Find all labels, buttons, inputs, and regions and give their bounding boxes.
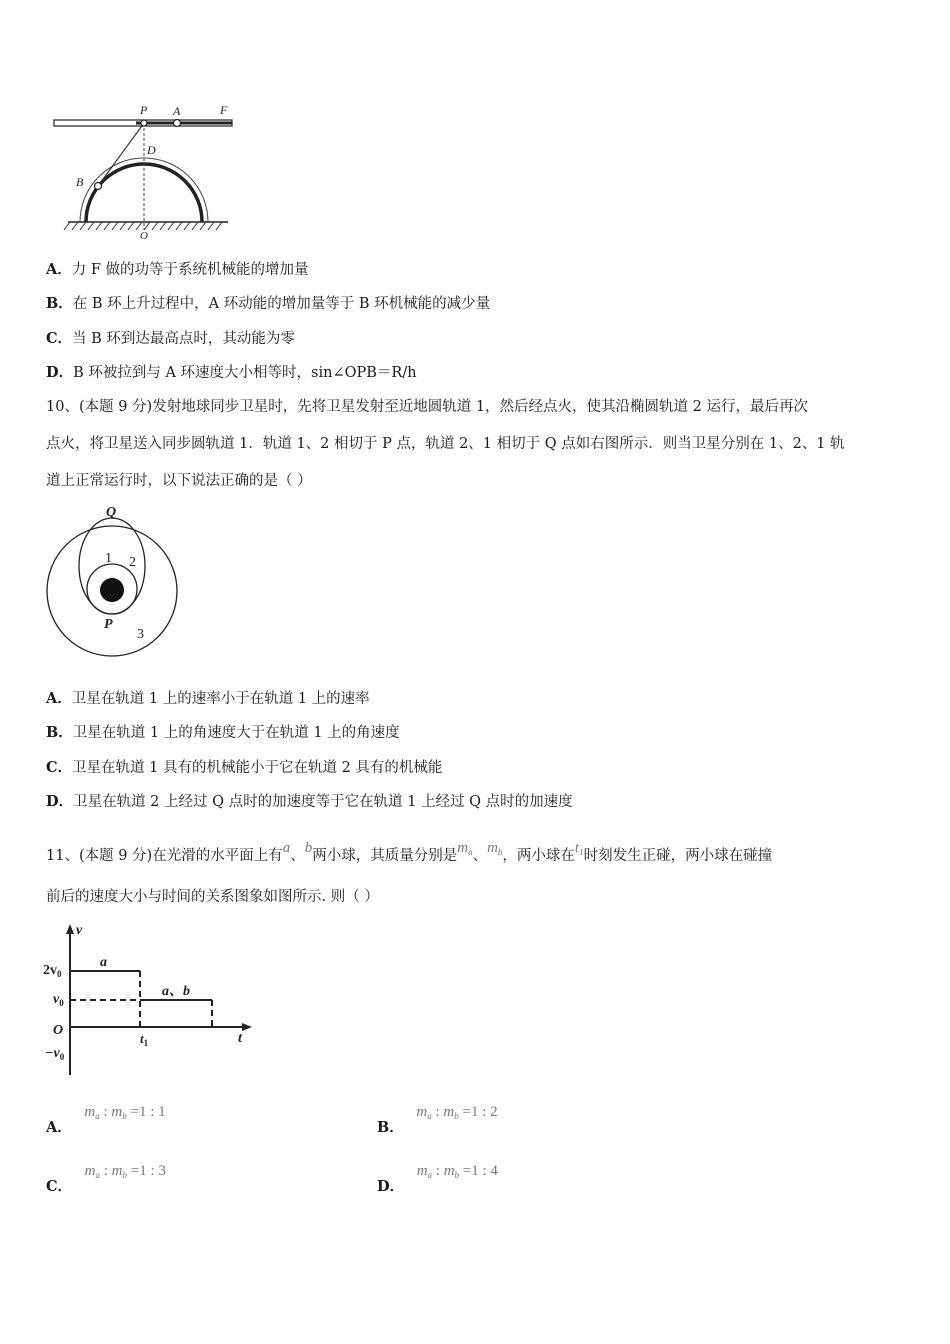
- label-F: F: [220, 103, 228, 117]
- orbit-label-1: 1: [105, 551, 112, 566]
- orbit-figure: [42, 500, 182, 660]
- label-B: B: [76, 175, 84, 189]
- tick-2v0: $2v_0$: [43, 963, 62, 979]
- q9-option-c: C．当 B 环到达最高点时，其动能为零: [46, 330, 295, 347]
- label-P: P: [140, 103, 148, 117]
- q11-option-d: D． $m_a$ : $m_b =1$ : 4: [377, 1163, 498, 1195]
- orbit-label-3: 3: [137, 627, 144, 642]
- q11-option-a: A． $m_a$ : $m_b =1$ : 1: [46, 1104, 166, 1136]
- tick-t1: $t_1$: [140, 1031, 149, 1048]
- axis-label-v: v: [76, 923, 83, 938]
- orbit-label-P: P: [104, 617, 113, 632]
- q11-option-b: B． $m_a$ : $m_b =1$ : 2: [377, 1104, 498, 1136]
- q10-stem-line3: 道上正常运行时，以下说法正确的是（ ）: [46, 473, 312, 489]
- q10-option-b: B．卫星在轨道 1 上的角速度大于在轨道 1 上的角速度: [46, 724, 400, 741]
- origin-label: O: [53, 1023, 64, 1038]
- q9-option-a: A．力 F 做的功等于系统机械能的增加量: [46, 261, 309, 278]
- tick-v0: $v_0$: [53, 992, 64, 1008]
- velocity-time-graph: [40, 920, 260, 1080]
- q10-stem-line1: 10、(本题 9 分)发射地球同步卫星时，先将卫星发射至近地圆轨道 1，然后经点火，使其沿椭圆轨道 2 运行，最后再次: [46, 399, 808, 415]
- orbit-label-Q: Q: [106, 505, 117, 520]
- label-A: A: [173, 104, 181, 118]
- q11-stem-line2: 前后的速度大小与时间的关系图象如图所示. 则（ ）: [46, 889, 379, 905]
- q10-option-c: C．卫星在轨道 1 具有的机械能小于它在轨道 2 具有的机械能: [46, 759, 443, 776]
- q10-option-a: A．卫星在轨道 1 上的速率小于在轨道 1 上的速率: [46, 690, 370, 707]
- curve-label-ab: a、b: [162, 984, 190, 999]
- axis-label-t: t: [238, 1031, 242, 1046]
- label-D: D: [147, 143, 156, 157]
- curve-label-a: a: [100, 955, 107, 970]
- q11-stem-line1: 11、(本题 9 分)在光滑的水平面上有a、b两小球，其质量分别是$m_a$、$m_b$，两小球在$t_1$时刻发生正碰，两小球在碰撞: [46, 840, 773, 864]
- q9-option-d: D．B 环被拉到与 A 环速度大小相等时，sin∠OPB＝R/h: [46, 364, 417, 381]
- q10-stem-line2: 点火，将卫星送入同步圆轨道 1．轨道 1、2 相切于 P 点，轨道 2、1 相切于 Q 点如右图所示．则当卫星分别在 1、2、1 轨: [46, 436, 845, 452]
- ring-track-figure: [50, 98, 240, 240]
- orbit-label-2: 2: [129, 555, 136, 570]
- q10-option-d: D．卫星在轨道 2 上经过 Q 点时的加速度等于它在轨道 1 上经过 Q 点时的加速度: [46, 793, 573, 810]
- q9-option-b: B．在 B 环上升过程中，A 环动能的增加量等于 B 环机械能的减少量: [46, 295, 491, 312]
- tick-neg-v0: $-v_0$: [45, 1046, 65, 1062]
- q11-option-c: C． $m_a$ : $m_b =1$ : 3: [46, 1163, 166, 1195]
- label-O: O: [140, 230, 148, 240]
